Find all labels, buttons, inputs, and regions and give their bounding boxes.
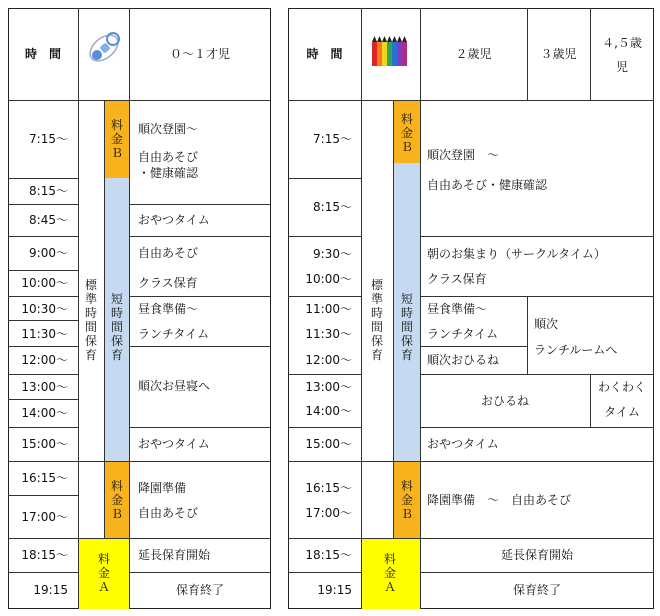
fee-a-label: 料金Ａ (383, 552, 396, 594)
activity-text: 自由あそび・健康確認 (427, 178, 548, 192)
time-label: 13:00～ (305, 380, 352, 394)
standard-care-label: 標準時間保育 (84, 278, 97, 362)
activity-text: おひるね (480, 394, 529, 408)
time-label: 8:45～ (29, 213, 68, 227)
activity-text: おやつタイム (138, 213, 210, 227)
activity-text: 降園準備 (138, 481, 187, 495)
time-label: 11:00～ (305, 302, 352, 316)
activity-text: 順次登園～ (138, 122, 199, 136)
activity-text: 順次 (534, 317, 559, 331)
activity-text: ランチタイム (427, 327, 499, 341)
time-label: 13:00～ (21, 380, 68, 394)
pacifier-icon (84, 26, 126, 68)
activity-text: 昼食準備～ (138, 302, 199, 316)
short-care-label: 短時間保育 (400, 292, 413, 362)
time-label: 17:00～ (305, 506, 352, 520)
activity-text: 自由あそび (138, 506, 199, 520)
age-header-2: ２歳児 (455, 47, 492, 61)
fee-b-label: 料金Ｂ (110, 118, 123, 160)
time-label: 14:00～ (21, 406, 68, 420)
activity-text: 延長保育開始 (500, 548, 573, 562)
time-label: 9:30～ (313, 247, 352, 261)
activity-text: ・健康確認 (138, 166, 199, 180)
activity-text: 昼食準備～ (427, 302, 488, 316)
time-label: 19:15 (317, 583, 352, 597)
fee-a-label: 料金Ａ (97, 552, 110, 594)
time-label: 19:15 (33, 583, 68, 597)
time-label: 7:15～ (313, 132, 352, 146)
activity-text: 自由あそび (138, 246, 199, 260)
activity-text: 降園準備 ～ 自由あそび (427, 493, 572, 507)
activity-text: クラス保育 (138, 276, 198, 290)
time-label: 16:15～ (21, 471, 68, 485)
time-label: 18:15～ (21, 548, 68, 562)
age-header-3: ３歳児 (540, 47, 577, 61)
activity-text: ランチルームへ (534, 343, 618, 357)
activity-text: 保育終了 (175, 583, 224, 597)
activity-text: 順次おひるね (427, 353, 500, 367)
fee-b-label: 料金Ｂ (400, 479, 413, 521)
time-label: 8:15～ (29, 184, 68, 198)
age-header-0-1: ０～１才児 (169, 47, 230, 61)
time-header: 時 間 (306, 47, 343, 61)
activity-text: 順次登園 ～ (427, 148, 500, 162)
activity-text: 朝のお集まり（サークルタイム） (427, 247, 606, 261)
activity-text: クラス保育 (427, 272, 487, 286)
activity-text: おやつタイム (427, 437, 499, 451)
time-label: 15:00～ (305, 437, 352, 451)
time-label: 10:00～ (21, 276, 68, 290)
time-label: 11:30～ (21, 327, 68, 341)
time-label: 18:15～ (305, 548, 352, 562)
time-label: 12:00～ (305, 353, 352, 367)
fee-b-label: 料金Ｂ (110, 479, 123, 521)
time-label: 11:30～ (305, 327, 352, 341)
time-label: 10:30～ (21, 302, 68, 316)
time-label: 8:15～ (313, 200, 352, 214)
time-label: 10:00～ (305, 272, 352, 286)
age-header-4-5-suffix: 児 (615, 60, 628, 74)
activity-text: ランチタイム (138, 327, 210, 341)
short-care-label: 短時間保育 (110, 292, 123, 362)
activity-text: 延長保育開始 (138, 548, 211, 562)
age-header-4-5: ４,５歳 (602, 36, 642, 50)
activity-text: おやつタイム (138, 437, 210, 451)
activity-text: 順次お昼寝へ (138, 379, 211, 393)
fee-b-label: 料金Ｂ (400, 112, 413, 154)
activity-text: タイム (604, 405, 640, 419)
time-label: 7:15～ (29, 132, 68, 146)
time-label: 14:00～ (305, 404, 352, 418)
time-header: 時 間 (24, 47, 61, 61)
time-label: 9:00～ (29, 246, 68, 260)
activity-text: わくわく (597, 380, 646, 394)
activity-text: 保育終了 (512, 583, 561, 597)
time-label: 17:00～ (21, 510, 68, 524)
crayons-icon (370, 36, 412, 68)
time-label: 16:15～ (305, 481, 352, 495)
activity-text: 自由あそび (138, 150, 199, 164)
time-label: 12:00～ (21, 353, 68, 367)
time-label: 15:00～ (21, 437, 68, 451)
standard-care-label: 標準時間保育 (370, 278, 383, 362)
